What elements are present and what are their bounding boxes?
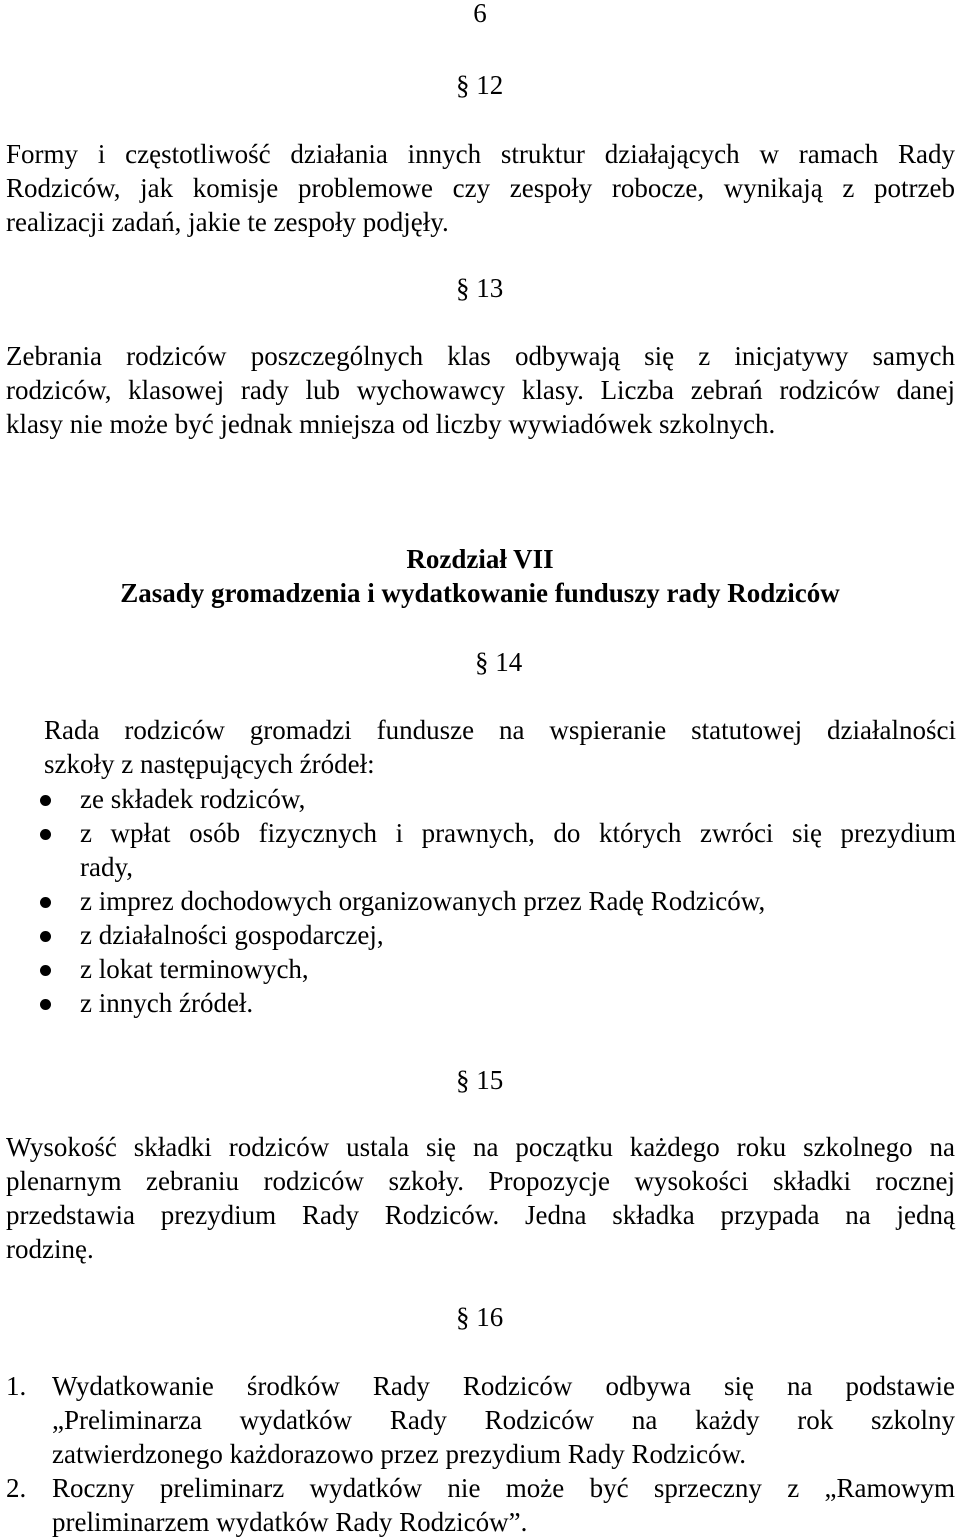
paragraph-line: przedstawia prezydium Rady Rodziców. Jedna składka przypada na jedną [6,1200,955,1230]
section-12-paragraph [6,137,955,239]
bullet-icon [40,931,51,942]
list-item-text: z imprez dochodowych organizowanych przez Radę Rodziców, [80,886,766,916]
chapter-subtitle: Zasady gromadzenia i wydatkowanie funduszy rady Rodziców [120,578,840,608]
paragraph-line: Wysokość składki rodziców ustala się na początku każdego roku szkolnego na [6,1132,955,1162]
paragraph-line: Rada rodziców gromadzi fundusze na wspieranie statutowej działalności [44,715,956,745]
section-13-paragraph [6,339,955,441]
page-number: 6 [473,0,487,28]
section-16-mark: § 16 [456,1302,504,1332]
list-item [44,782,956,816]
list-item-text: ze składek rodziców, [80,784,306,814]
list-item-text: Roczny preliminarz wydatków nie może być sprzeczny z „Ramowym [52,1473,955,1503]
section-16-list [6,1369,955,1539]
bullet-icon [40,795,51,806]
list-item-text: z lokat terminowych, [80,954,309,984]
list-item-text: „Preliminarza wydatków Rady Rodziców na każdy rok szkolny [52,1405,955,1435]
list-item-text: zatwierdzonego każdorazowo przez prezydium Rady Rodziców. [52,1439,746,1469]
paragraph-line: plenarnym zebraniu rodziców szkoły. Propozycje wysokości składki rocznej [6,1166,955,1196]
list-item-text: z innych źródeł. [80,988,254,1018]
list-item-text: z wpłat osób fizycznych i prawnych, do których zwróci się prezydium [80,818,956,848]
funding-sources-list [44,782,956,1020]
bullet-icon [40,999,51,1010]
paragraph-line: Zebrania rodziców poszczególnych klas odbywają się z inicjatywy samych [6,341,955,371]
list-item [6,1471,955,1539]
paragraph-line: rodziców, klasowej rady lub wychowawcy klasy. Liczba zebrań rodziców danej [6,375,955,405]
section-13-mark: § 13 [456,273,504,303]
paragraph-line: Rodziców, jak komisje problemowe czy zespoły robocze, wynikają z potrzeb [6,173,955,203]
list-item [44,884,956,918]
bullet-icon [40,965,51,976]
section-12-mark: § 12 [456,70,504,100]
item-number: 2. [6,1473,27,1503]
section-15-paragraph [6,1130,955,1266]
list-item [44,918,956,952]
item-number: 1. [6,1371,27,1401]
list-item [44,952,956,986]
paragraph-line: realizacji zadań, jakie te zespoły podjęły. [6,207,449,237]
paragraph-line: Formy i częstotliwość działania innych struktur działających w ramach Rady [6,139,955,169]
list-item-text: preliminarzem wydatków Rady Rodziców”. [52,1507,528,1537]
chapter-title: Rozdział VII [406,544,554,574]
paragraph-line: szkoły z następujących źródeł: [44,749,375,779]
list-item-text: rady, [80,852,133,882]
list-item-text: z działalności gospodarczej, [80,920,384,950]
section-14-intro [44,713,956,781]
bullet-icon [40,829,51,840]
list-item [6,1369,955,1471]
paragraph-line: klasy nie może być jednak mniejsza od liczby wywiadówek szkolnych. [6,409,776,439]
list-item [44,986,956,1020]
section-14-mark: § 14 [475,647,523,677]
list-item-text: Wydatkowanie środków Rady Rodziców odbywa się na podstawie [52,1371,955,1401]
list-item [44,816,956,884]
paragraph-line: rodzinę. [6,1234,94,1264]
bullet-icon [40,897,51,908]
section-15-mark: § 15 [456,1065,504,1095]
